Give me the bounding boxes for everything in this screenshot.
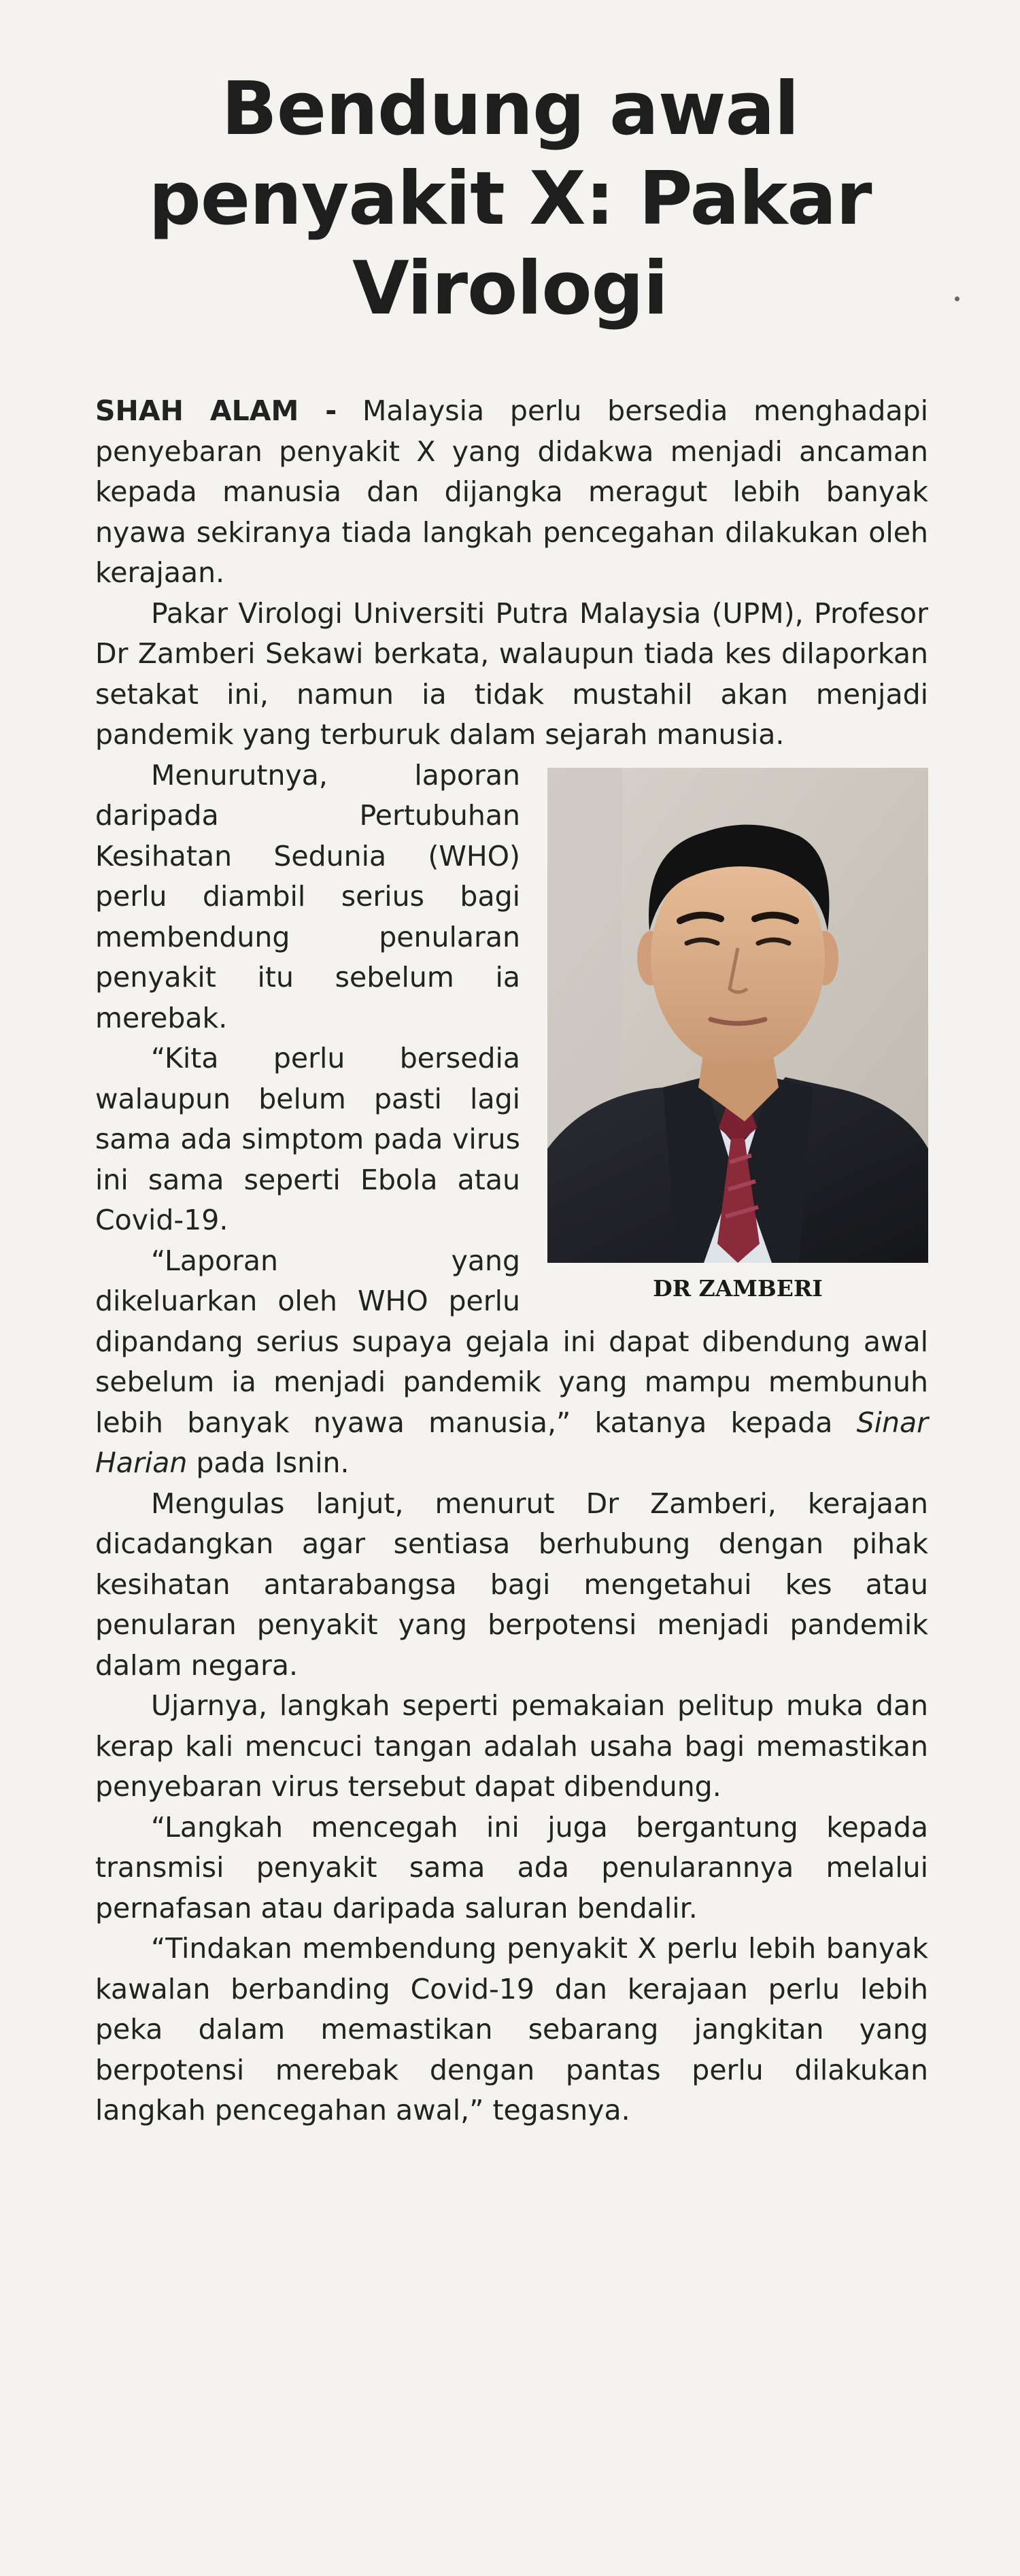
- publication-name: Sinar Harian: [95, 1406, 928, 1479]
- paragraph-4: “Kita perlu bersedia walaupun belum pasti lagi sama ada simptom pada virus ini sama seperti Ebola atau Covid-19.: [95, 1042, 520, 1236]
- paragraph-1: [95, 391, 928, 594]
- headline-line-3: Virologi: [352, 246, 668, 331]
- photo-caption: DR ZAMBERI: [653, 1274, 823, 1302]
- paragraph-7: Ujarnya, langkah seperti pemakaian pelitup muka dan kerap kali mencuci tangan adalah usaha bagi memastikan penyebaran virus tersebut dapat dibendung.: [95, 1689, 928, 1803]
- paragraph-9: “Tindakan membendung penyakit X perlu lebih banyak kawalan berbanding Covid-19 dan kerajaan perlu lebih peka dalam memastikan sebarang jangkitan yang berpotensi merebak dengan pantas perlu dilakukan langkah pencegahan awal,” tegasnya.: [95, 1932, 928, 2126]
- paragraph-8: “Langkah mencegah ini juga bergantung kepada transmisi penyakit sama ada penularannya melalui pernafasan atau daripada saluran bendalir.: [95, 1810, 928, 1925]
- paragraph-5-text-a: “Laporan yang dikeluarkan oleh WHO perlu dipandang serius supaya gejala ini dapat dibendung awal sebelum ia menjadi pandemik yang mampu membunuh lebih banyak nyawa manusia,” katanya kepada: [95, 1244, 928, 1439]
- article-body: [95, 391, 928, 2131]
- paragraph-6: Mengulas lanjut, menurut Dr Zamberi, kerajaan dicadangkan agar sentiasa berhubung dengan pihak kesihatan antarabangsa bagi mengetahui kes atau penularan penyakit yang berpotensi menjadi pandemik dalam negara.: [95, 1487, 928, 1682]
- headline-line-1: Bendung awal: [221, 67, 799, 152]
- paragraph-1-text: Malaysia perlu bersedia menghadapi penyebaran penyakit X yang didakwa menjadi ancaman kepada manusia dan dijangka meragut lebih banyak nyawa sekiranya tiada langkah pencegahan dilakukan oleh kerajaan.: [95, 394, 928, 589]
- portrait-illustration: [547, 768, 928, 1263]
- paragraph-5-text-c: pada Isnin.: [187, 1446, 350, 1479]
- portrait-photo: [547, 768, 928, 1263]
- article-headline: [68, 65, 952, 334]
- paragraph-3: Menurutnya, laporan daripada Pertubuhan Kesihatan Sedunia (WHO) perlu diambil serius bagi membendung penularan penyakit itu sebelum ia merebak.: [95, 758, 520, 1034]
- headline-line-2: penyakit X: Pakar: [148, 156, 872, 241]
- print-speck: [955, 296, 959, 301]
- photo-block: [547, 768, 928, 1302]
- paragraph-2: Pakar Virologi Universiti Putra Malaysia (UPM), Profesor Dr Zamberi Sekawi berkata, walaupun tiada kes dilaporkan setakat ini, namun ia tidak mustahil akan menjadi pandemik yang terburuk dalam sejarah manusia.: [95, 596, 928, 751]
- dateline: SHAH ALAM -: [95, 394, 337, 427]
